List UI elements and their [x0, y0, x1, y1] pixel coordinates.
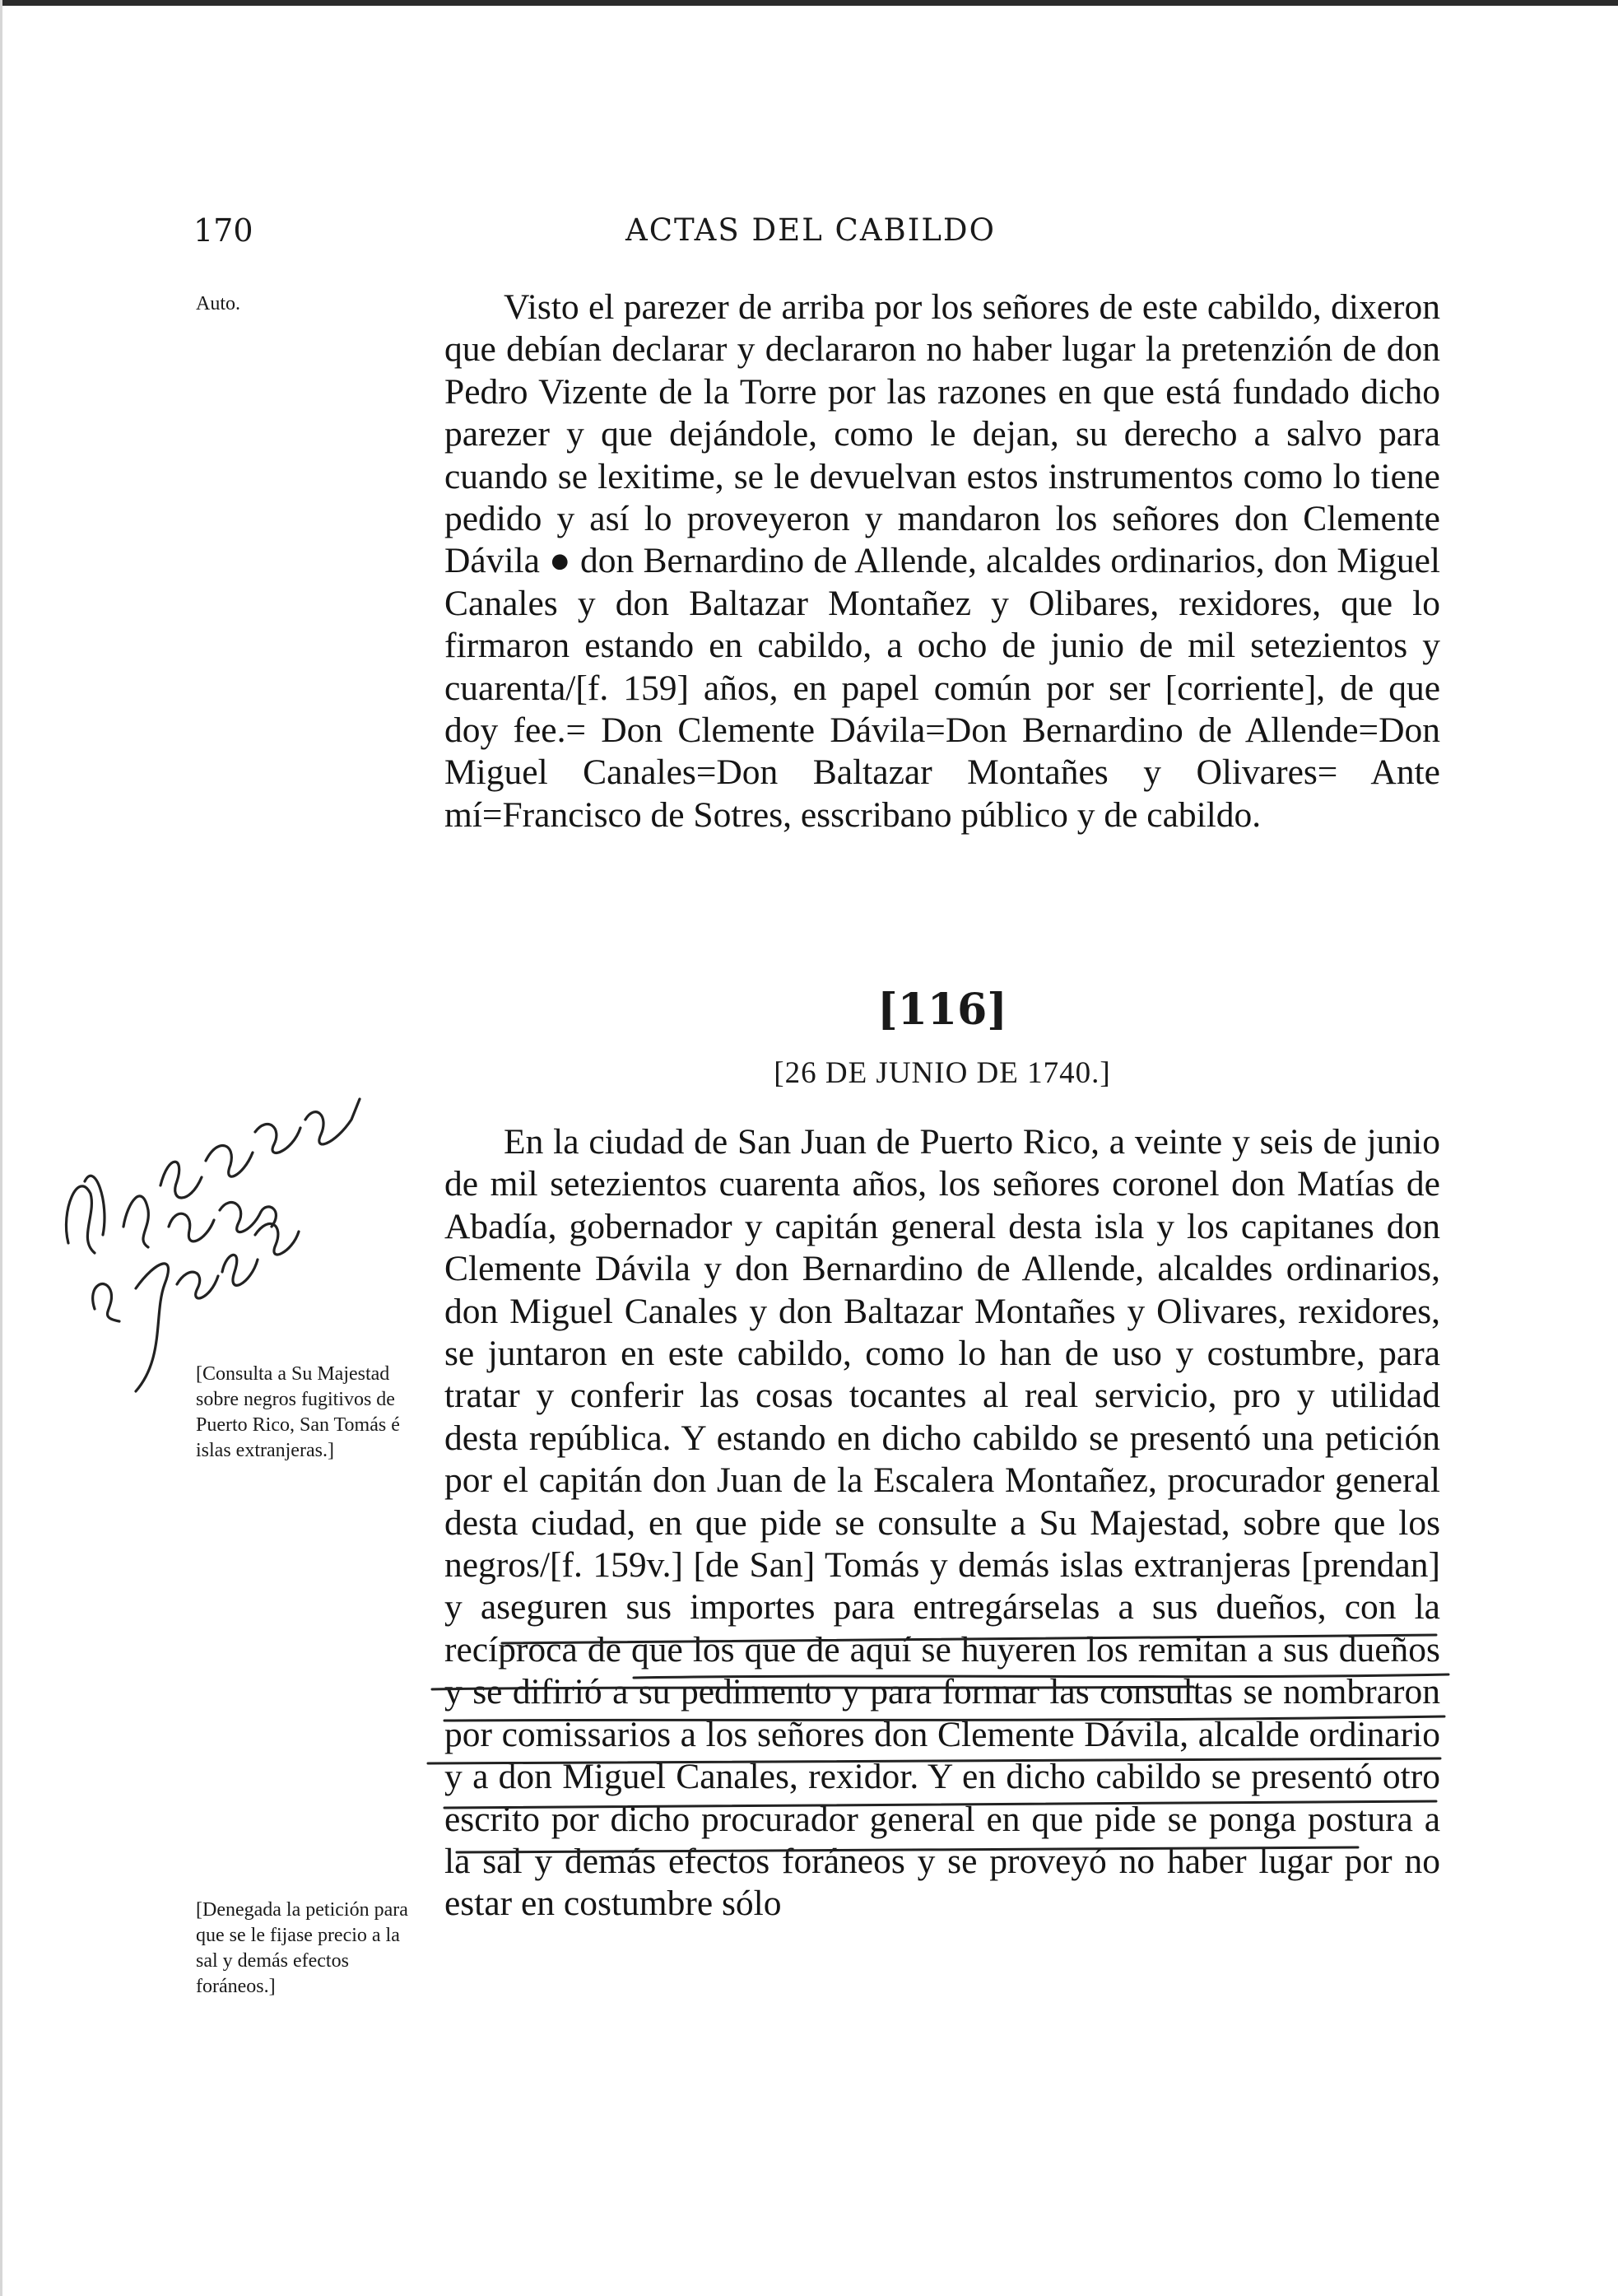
- handwritten-annotation: [45, 1037, 399, 1416]
- running-head: ACTAS DEL CABILDO: [625, 212, 996, 248]
- act-number: [116]: [877, 985, 1007, 1035]
- act-text-block: [444, 1121, 1440, 1926]
- margin-note-auto: Auto.: [196, 293, 240, 314]
- act-paragraph: En la ciudad de San Juan de Puerto Rico, a veinte y seis de junio de mil setezientos cuarenta años, los señores coronel don Matías de Abadía, gobernador y capitán general desta isla y los capitanes don Clemente Dávila y don Bernardino de Allende, alcaldes ordinarios, don Miguel Canales y don Baltazar Montañes y Olivares, rexidores, se juntaron en este cabildo, como lo han de uso y costumbre, para tratar y conferir las cosas tocantes al real servicio, pro y utilidad desta república. Y estando en dicho cabildo se presentó una petición por el capitán don Juan de la Escalera Montañez, procurador general desta ciudad, en que pide se consulte a Su Majestad, sobre que los negros/[f. 159v.] [de San] Tomás y demás islas extranjeras [prendan] y aseguren sus importes para entregárselas a sus dueños, con la recíproca de que los que de aquí se huyeren los remitan a sus dueños y se difirió a su pedimento y para formar las consultas se nombraron por comissarios a los señores don Clemente Dávila, alcalde ordinario y a don Miguel Canales, rexidor. Y en dicho cabildo se presentó otro escrito por dicho procurador general en que pide se ponga postura a la sal y demás efectos foráneos y se proveyó no haber lugar por no estar en costumbre sólo: [444, 1122, 1440, 1924]
- auto-paragraph: Visto el parezer de arriba por los señores de este cabildo, dixeron que debían declarar y declararon no haber lugar la pretenzión de don Pedro Vizente de la Torre por las razones en que está fundado dicho parezer y que dejándole, como le dejan, su derecho a salvo para cuando se lexitime, se le devuelvan estos instrumentos como lo tiene pedido y así lo proveyeron y mandaron los señores don Clemente Dávila ● don Bernardino de Allende, alcaldes ordinarios, don Miguel Canales y don Baltazar Montañez y Olibares, rexidores, que lo firmaron estando en cabildo, a ocho de junio de mil setezientos y cuarenta/[f. 159] años, en papel común por ser [corriente], de que doy fee.= Don Clemente Dávila=Don Bernardino de Allende=Don Miguel Canales=Don Baltazar Montañes y Olivares= Ante mí=Francisco de Sotres, esscribano público y de cabildo.: [444, 287, 1440, 835]
- top-scan-edge: [0, 0, 1618, 6]
- margin-note-denegada: [Denegada la petición para que se le fijase precio a la sal y demás efectos foráneos.]: [196, 1899, 408, 1997]
- left-scan-edge: [0, 0, 2, 2296]
- margin-note-consulta: [Consulta a Su Majestad sobre negros fugitivos de Puerto Rico, San Tomás é islas extranjeras.]: [196, 1363, 400, 1461]
- act-date: [26 DE JUNIO DE 1740.]: [774, 1056, 1111, 1090]
- auto-text-block: [444, 286, 1440, 836]
- page-number: 170: [193, 212, 253, 249]
